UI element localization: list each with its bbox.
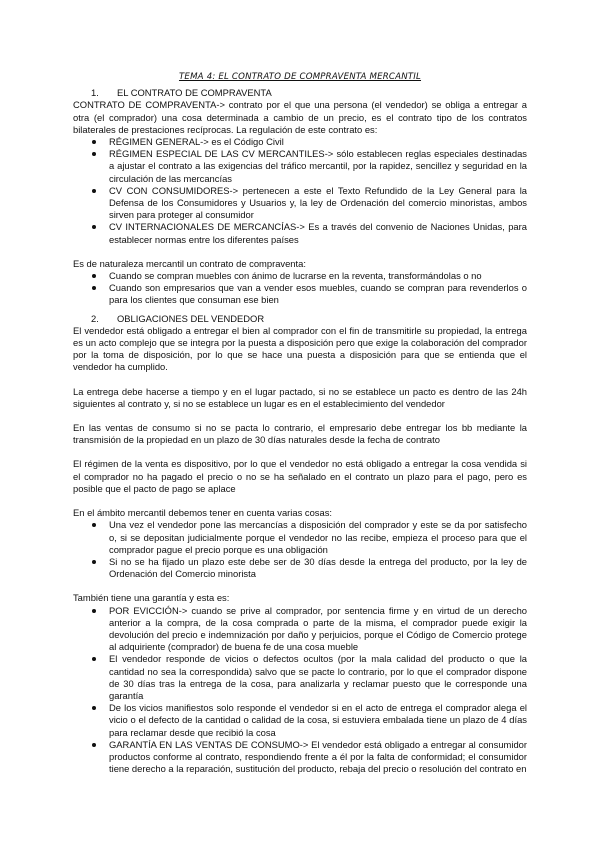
paragraph: El régimen de la venta es dispositivo, por lo que el vendedor no está obligado a entregar la cosa vendida si el comprador no ha pagado el precio o no se ha señalado en el contrato un plazo para el pago, pero es posible que el pacto de pago se aplace (73, 458, 527, 494)
list-item: El vendedor responde de vicios o defectos ocultos (por la mala calidad del producto o que la cantidad no sea la correspondida) salvo que se pacte lo contrario, por lo que el comprador dispone de 30 días tras la entrega de la cosa, para analizarla y reclamar puesto que le corresponde una garantía (73, 653, 527, 702)
paragraph: El vendedor está obligado a entregar el bien al comprador con el fin de transmitirle su propiedad, la entrega es un acto complejo que se integra por la puesta a disposición pero que exige la colaboración del comprador por la toma de disposición, por lo que se hace una puesta a disposición para que se entienda que el vendedor ha cumplido. (73, 324, 527, 373)
list-item: Si no se ha fijado un plazo este debe ser de 30 días desde la entrega del producto, por la ley de Ordenación del Comercio minorista (73, 556, 527, 580)
section-number-2: 2. (91, 312, 99, 324)
list-item: RÉGIMEN ESPECIAL DE LAS CV MERCANTILES-> sólo establecen reglas especiales destinadas a ajustar el contrato a las exigencias del tráfico mercantil, por la rapidez, sencillez y seguridad en la circulación de las mercancías (73, 148, 527, 185)
guarantee-list (73, 605, 527, 776)
list-item: CV CON CONSUMIDORES-> pertenecen a este el Texto Refundido de la Ley General para la Defensa de los Consumidores y Usuarios y, la ley de Ordenación del comercio minoristas, ambos sirven para proteger al consumidor (73, 185, 527, 222)
regulation-list (73, 136, 527, 246)
list-item: POR EVICCIÓN-> cuando se prive al comprador, por sentencia firme y en virtud de un derecho anterior a la compra, de la cosa comprada o parte de la misma, el comprador puede exigir la devolución del precio e indemnización por daño y perjuicios, porque el Código de Comercio protege al adquiriente (comprador) de buena fe de una cosa mueble (73, 605, 527, 654)
paragraph: La entrega debe hacerse a tiempo y en el lugar pactado, si no se establece un pacto es dentro de las 24h siguientes al contrato y, si no se establece un lugar es en el establecimiento del vendedor (73, 385, 527, 409)
paragraph: En las ventas de consumo si no se pacta lo contrario, el empresario debe entregar los bb mediante la transmisión de la propiedad en un plazo de 30 días naturales desde la fecha de contrato (73, 422, 527, 446)
paragraph: En el ámbito mercantil debemos tener en cuenta varias cosas: (73, 507, 332, 519)
page-title: TEMA 4: EL CONTRATO DE COMPRAVENTA MERCANTIL (178, 72, 422, 82)
list-item: Cuando se compran muebles con ánimo de lucrarse en la reventa, transformándolas o no (73, 270, 527, 282)
section-number-1: 1. (91, 87, 99, 99)
list-item: Una vez el vendedor pone las mercancías a disposición del comprador y este se da por satisfecho o, si se depositan judicialmente porque el vendedor no las recibe, empieza el proceso para que el comprador pague el precio porque es una obligación (73, 519, 527, 556)
mercantil-intro-paragraph: Es de naturaleza mercantil un contrato de compraventa: (73, 257, 306, 269)
list-item: De los vicios manifiestos solo responde el vendedor si en el acto de entrega el comprador alega el vicio o el defecto de la cantidad o calidad de la cosa, si estuviera embalada tiene un plazo de 4 días para reclamar desde que recibió la cosa (73, 702, 527, 739)
section-title-2: OBLIGACIONES DEL VENDEDOR (117, 312, 265, 324)
section-heading-1 (91, 87, 527, 99)
list-item: CV INTERNACIONALES DE MERCANCÍAS-> Es a través del convenio de Naciones Unidas, para establecer normas entre los diferentes países (73, 221, 527, 245)
list-item: GARANTÍA EN LAS VENTAS DE CONSUMO-> El vendedor está obligado a entregar al consumidor productos conforme al contrato, respondiendo frente a él por la falta de conformidad; el consumidor tiene derecho a la reparación, sustitución del producto, rebaja del precio o resolución del contrato en (73, 739, 527, 776)
section-title-1: EL CONTRATO DE COMPRAVENTA (117, 87, 272, 99)
list-item: Cuando son empresarios que van a vender esos muebles, cuando se compran para revenderlos o para los clientes que consuman ese bien (73, 282, 527, 306)
paragraph: También tiene una garantía y esta es: (73, 592, 230, 604)
contract-definition-paragraph: CONTRATO DE COMPRAVENTA-> contrato por el que una persona (el vendedor) se obliga a entregar a otra (el comprador) una cosa determinada a cambio de un precio, es el contrato tipo de los contratos bilaterales de prestaciones recíprocas. La regulación de este contrato es: (73, 99, 527, 135)
section-heading-2 (91, 313, 527, 325)
mercantil-obligations-list (73, 519, 527, 580)
list-item: RÉGIMEN GENERAL-> es el Código Civil (73, 136, 527, 148)
mercantil-list (73, 270, 527, 307)
